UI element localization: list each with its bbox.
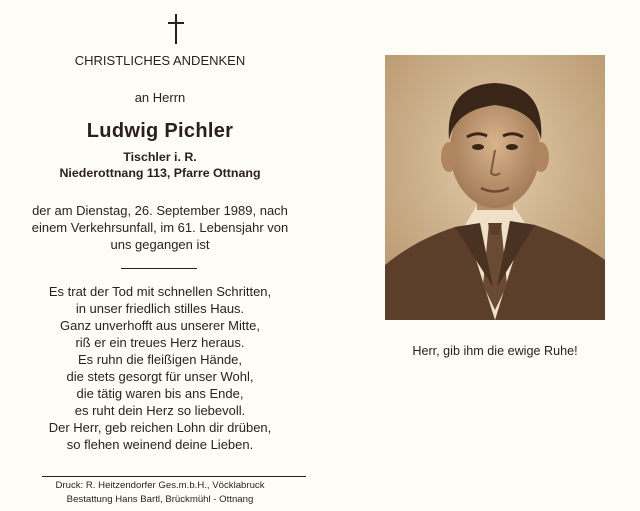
address: Niederottnang 113, Pfarre Ottnang: [59, 166, 261, 180]
photo-caption: Herr, gib ihm die ewige Ruhe!: [412, 344, 578, 358]
divider: [121, 268, 197, 269]
portrait-illustration: [385, 55, 605, 320]
poem-line: Es trat der Tod mit schnellen Schritten,: [48, 284, 272, 299]
death-notice-line: uns gegangen ist: [110, 237, 210, 252]
poem-line: so flehen weinend deine Lieben.: [66, 437, 254, 452]
portrait-photo: [385, 55, 605, 320]
death-notice-line: einem Verkehrsunfall, im 61. Lebensjahr von: [31, 220, 289, 235]
poem-line: Der Herr, geb reichen Lohn dir drüben,: [48, 420, 272, 435]
poem-line: riß er ein treues Herz heraus.: [75, 335, 245, 350]
poem-line: Es ruhn die fleißigen Hände,: [77, 352, 243, 367]
printer-credit: Druck: R. Heitzendorfer Ges.m.b.H., Vöcklabruck: [55, 480, 265, 491]
footer-divider: [42, 476, 306, 477]
occupation: Tischler i. R.: [123, 150, 197, 164]
funeral-home-credit: Bestattung Hans Bartl, Brückmühl - Ottnang: [66, 494, 254, 505]
poem-line: es ruht dein Herz so liebevoll.: [74, 403, 246, 418]
salutation: an Herrn: [134, 90, 186, 105]
poem-line: in unser friedlich stilles Haus.: [75, 301, 245, 316]
death-notice-line: der am Dienstag, 26. September 1989, nach: [32, 203, 288, 218]
poem-line: die stets gesorgt für unser Wohl,: [66, 369, 254, 384]
poem-line: die tätig waren bis ans Ende,: [76, 386, 244, 401]
cross-icon: [166, 14, 186, 44]
card-title: CHRISTLICHES ANDENKEN: [74, 53, 246, 68]
poem-line: Ganz unverhofft aus unserer Mitte,: [60, 318, 260, 333]
deceased-name: Ludwig Pichler: [86, 120, 234, 142]
